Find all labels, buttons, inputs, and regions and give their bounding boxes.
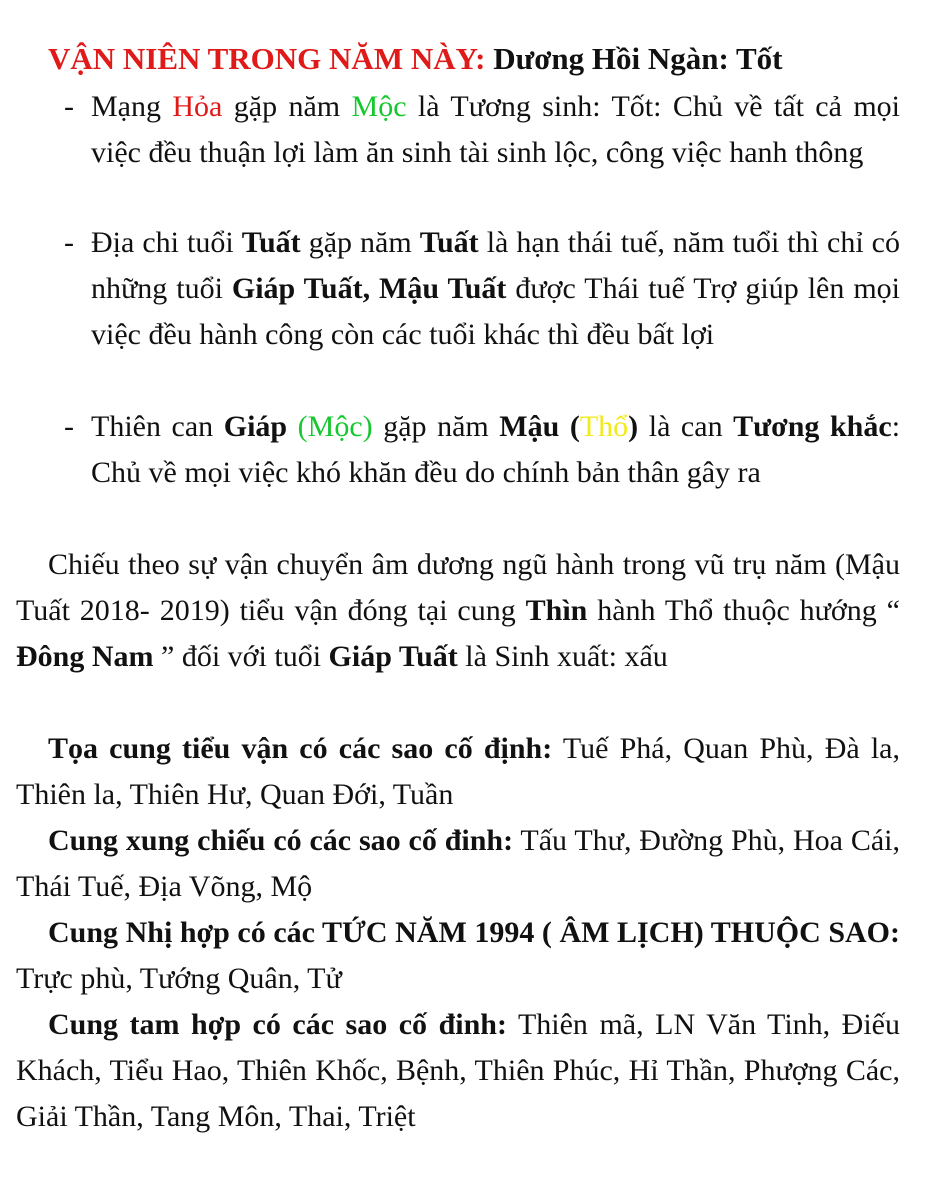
emphasis: Giáp Tuất, Mậu Tuất xyxy=(231,272,507,305)
emphasis: Giáp Tuất xyxy=(328,640,458,673)
title-label: VẬN NIÊN TRONG NĂM NÀY: xyxy=(48,41,486,76)
emphasis: Thìn xyxy=(525,594,588,627)
emphasis: Tương khắc xyxy=(733,410,892,443)
paragraph-text: Tấu Thư, Đường Phù, Hoa Cái, Thái Tuế, Địa Võng, Mộ xyxy=(16,824,900,903)
paragraph-toa-cung xyxy=(16,726,900,818)
text-run: là Sinh xuất: xấu xyxy=(457,640,668,673)
paragraph-text: Trực phù, Tướng Quân, Tử xyxy=(16,962,342,995)
paragraph-label: Cung tam hợp có các sao cố đinh: xyxy=(48,1008,507,1041)
text-run: được Thái tuế Trợ giúp lên mọi việc đều hành công còn các tuổi khác thì đều bất lợi xyxy=(91,272,900,351)
title-value: Dương Hồi Ngàn: Tốt xyxy=(493,41,783,76)
element-moc: (Mộc) xyxy=(297,410,373,443)
paragraph-xung-chieu xyxy=(16,818,900,910)
emphasis: Tuất xyxy=(419,226,479,259)
text-run: là can xyxy=(638,410,734,443)
list-item-dia-chi xyxy=(64,220,900,358)
section-title xyxy=(48,36,782,82)
paragraph-text: Thiên mã, LN Văn Tinh, Điếu Khách, Tiểu Hao, Thiên Khốc, Bệnh, Thiên Phúc, Hỉ Thần, Phượng Các, Giải Thần, Tang Môn, Thai, Triệt xyxy=(16,1008,900,1133)
paren-open: ( xyxy=(569,410,580,443)
list-item-thien-can xyxy=(64,404,900,496)
list-item-text xyxy=(91,220,900,358)
emphasis: Đông Nam xyxy=(16,640,154,673)
list-item-menh xyxy=(64,84,900,176)
paragraph-text: Tuế Phá, Quan Phù, Đà la, Thiên la, Thiên Hư, Quan Đới, Tuần xyxy=(16,732,900,811)
list-item-text xyxy=(91,404,900,496)
paragraph-tam-hop xyxy=(16,1002,900,1140)
emphasis: Tuất xyxy=(241,226,301,259)
text-run: gặp năm xyxy=(222,90,352,123)
text-run: là hạn thái tuế, năm tuổi thì chỉ có những tuổi xyxy=(91,226,901,305)
text-run: ” đối với tuổi xyxy=(153,640,329,673)
paragraph-label: Cung xung chiếu có các sao cố đinh: xyxy=(48,824,514,857)
paragraph-label: Tọa cung tiểu vận có các sao cố định: xyxy=(48,732,553,765)
text-run: gặp năm xyxy=(372,410,500,443)
paren-close: ) xyxy=(628,410,639,443)
text-run: gặp năm xyxy=(300,226,420,259)
paragraph-nhi-hop xyxy=(16,910,900,1002)
emphasis: Giáp xyxy=(223,410,288,443)
element-moc: Mộc xyxy=(351,90,407,123)
bullet-dash: - xyxy=(64,226,74,259)
paragraph-tieu-van xyxy=(16,542,900,680)
text-run: Thiên can xyxy=(91,410,224,443)
paragraph-label: Cung Nhị hợp có các TỨC NĂM 1994 ( ÂM LỊCH) THUỘC SAO: xyxy=(48,916,900,949)
bullet-dash: - xyxy=(64,90,74,123)
text-run: là Tương sinh: Tốt: Chủ về tất cả mọi việc đều thuận lợi làm ăn sinh tài sinh lộc, công việc hanh thông xyxy=(91,90,900,169)
text-run: hành Thổ thuộc hướng “ xyxy=(587,594,900,627)
bullet-dash: - xyxy=(64,410,74,443)
text-run: Chiếu theo sự vận chuyển âm dương ngũ hành trong vũ trụ năm (Mậu Tuất 2018- 2019) tiểu vận đóng tại cung xyxy=(16,548,900,627)
list-item-text xyxy=(91,84,900,176)
emphasis: Mậu xyxy=(499,410,560,443)
text-run: : Chủ về mọi việc khó khăn đều do chính bản thân gây ra xyxy=(91,410,901,489)
text-run: Mạng xyxy=(91,90,173,123)
element-hoa: Hỏa xyxy=(172,90,223,123)
element-tho: Thổ xyxy=(579,410,629,443)
text-run: Địa chi tuổi xyxy=(91,226,242,259)
